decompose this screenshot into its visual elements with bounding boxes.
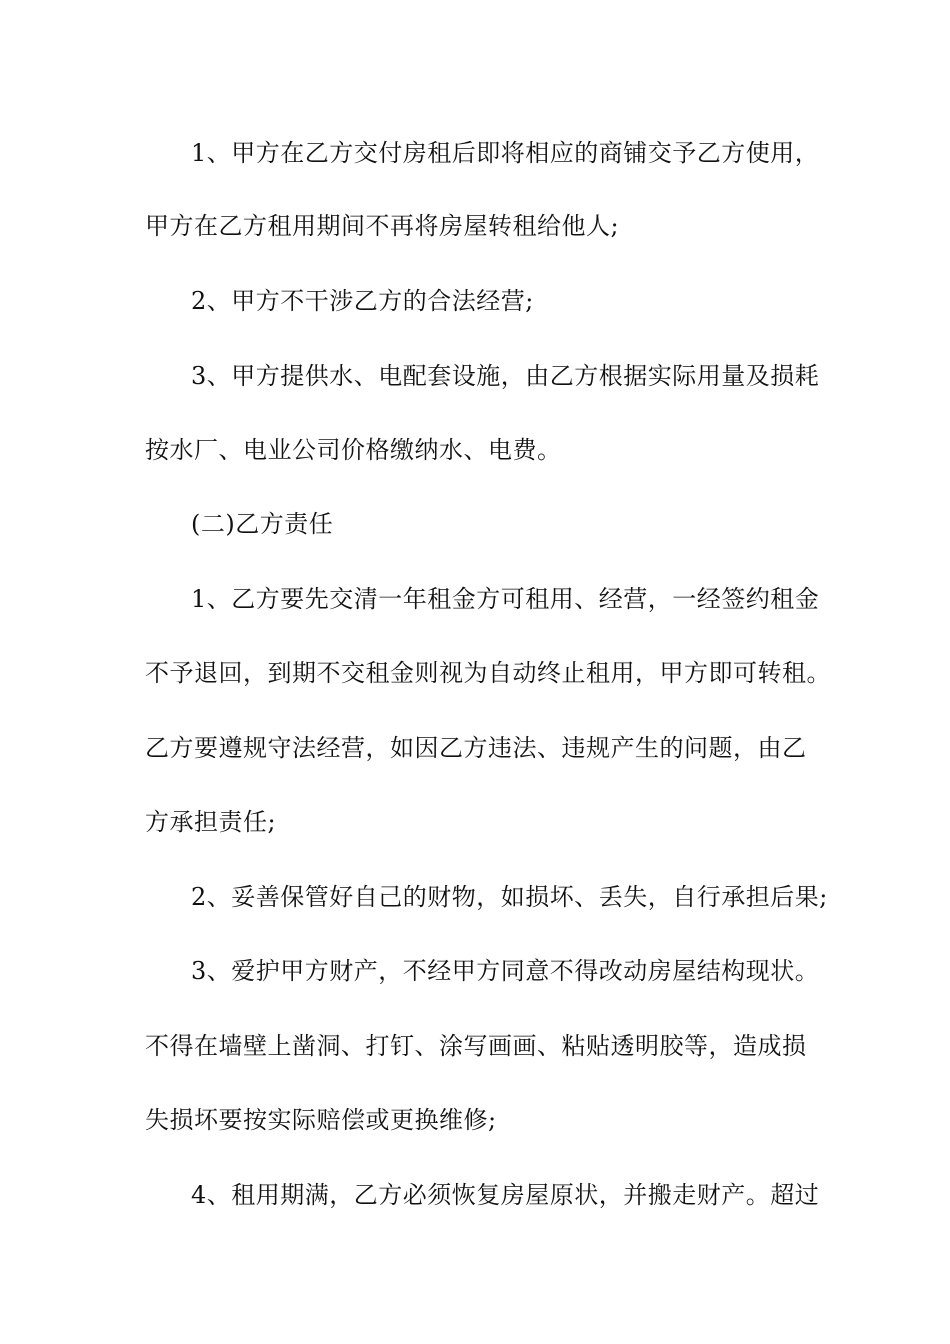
text-line: 1、乙方要先交清一年租金方可租用、经营，一经签约租金 <box>191 585 820 613</box>
text-line: 4、租用期满，乙方必须恢复房屋原状，并搬走财产。超过 <box>191 1181 820 1209</box>
text-line: 3、爱护甲方财产，不经甲方同意不得改动房屋结构现状。 <box>191 957 820 985</box>
text-line: 方承担责任; <box>145 808 277 836</box>
text-line: 2、妥善保管好自己的财物，如损坏、丢失，自行承担后果; <box>191 883 828 911</box>
text-line: 甲方在乙方租用期间不再将房屋转租给他人; <box>145 212 620 240</box>
text-line: 乙方要遵规守法经营，如因乙方违法、违规产生的问题，由乙 <box>145 734 807 762</box>
text-line: 失损坏要按实际赔偿或更换维修; <box>145 1106 497 1134</box>
text-line: 不得在墙壁上凿洞、打钉、涂写画画、粘贴透明胶等，造成损 <box>145 1032 807 1060</box>
text-line: 不予退回，到期不交租金则视为自动终止租用，甲方即可转租。 <box>145 659 831 687</box>
text-line: 2、甲方不干涉乙方的合法经营; <box>191 287 534 315</box>
section-heading: (二)乙方责任 <box>191 510 334 538</box>
text-line: 1、甲方在乙方交付房租后即将相应的商铺交予乙方使用， <box>191 139 820 167</box>
text-line: 3、甲方提供水、电配套设施，由乙方根据实际用量及损耗 <box>191 362 820 390</box>
text-line: 按水厂、电业公司价格缴纳水、电费。 <box>145 436 562 464</box>
